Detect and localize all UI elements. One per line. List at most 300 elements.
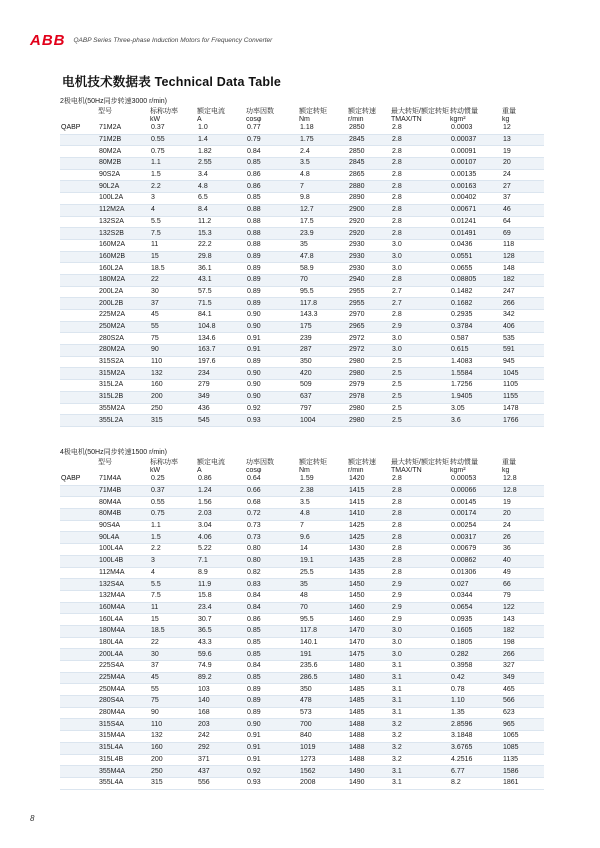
table-cell: 36 [502, 544, 544, 556]
table-cell: 163.7 [197, 345, 246, 357]
table-cell: 700 [299, 719, 348, 731]
table-cell: 117.8 [299, 625, 348, 637]
table-cell: 160 [150, 380, 197, 392]
table-cell: 48 [299, 590, 348, 602]
table-cell: 90S4A [98, 520, 150, 532]
table-cell: 0.68 [246, 497, 299, 509]
table-cell: 0.00053 [450, 474, 502, 485]
table-cell: 1135 [502, 754, 544, 766]
column-header: 额定转速 [348, 108, 376, 115]
table-cell: 90 [150, 345, 197, 357]
table-row [60, 602, 544, 614]
table-cell: 2.5 [391, 391, 450, 403]
page-number: 8 [30, 814, 35, 823]
table-cell: 90L2A [98, 181, 150, 193]
table-cell: 0.00317 [450, 532, 502, 544]
table-cell: 315L4B [98, 754, 150, 766]
series-label-cell [60, 555, 98, 567]
table-cell: 2980 [348, 368, 391, 380]
table-cell: 2.9 [391, 602, 450, 614]
table-row [60, 356, 544, 368]
table-cell: 1460 [348, 602, 391, 614]
table-cell: 2880 [348, 181, 391, 193]
series-label-cell: QABP [60, 474, 98, 485]
table-cell: 3.1 [391, 707, 450, 719]
table-cell: 2.8 [391, 228, 450, 240]
table-cell: 7 [299, 520, 348, 532]
table-cell: 0.91 [246, 754, 299, 766]
table-cell: 2.8 [391, 216, 450, 228]
table-cell: 160L4A [98, 614, 150, 626]
table-cell: 280S2A [98, 333, 150, 345]
table-cell: 2845 [348, 134, 391, 146]
column-unit [60, 467, 98, 474]
column-unit: TMAX/TN [391, 467, 422, 474]
table-cell: 0.00037 [450, 134, 502, 146]
table-cell: 0.00135 [450, 169, 502, 181]
table-cell: 182 [502, 274, 544, 286]
series-label-cell [60, 310, 98, 322]
series-label-cell [60, 707, 98, 719]
table-cell: 315 [150, 777, 197, 789]
table-cell: 2.8 [391, 567, 450, 579]
table-row [60, 719, 544, 731]
table-row [60, 696, 544, 708]
table-cell: 4 [150, 204, 197, 216]
table-cell: 40 [502, 555, 544, 567]
table-cell: 12.7 [299, 204, 348, 216]
table-cell: 1478 [502, 403, 544, 415]
table-cell: 315L2A [98, 380, 150, 392]
table-cell: 0.55 [150, 497, 197, 509]
table-cell: 2955 [348, 298, 391, 310]
table-cell: 104.8 [197, 321, 246, 333]
table-cell: 2.8 [391, 555, 450, 567]
series-label-cell [60, 146, 98, 158]
table-cell: 6.5 [197, 193, 246, 205]
column-header [60, 457, 98, 467]
table-cell: 3 [150, 193, 197, 205]
table-cell: 280S4A [98, 696, 150, 708]
table-cell: 0.92 [246, 403, 299, 415]
table-cell: 49 [502, 567, 544, 579]
table-cell: 349 [197, 391, 246, 403]
series-label-cell [60, 251, 98, 263]
table-cell: 1415 [348, 485, 391, 497]
table-cell: 117.8 [299, 298, 348, 310]
series-label-cell [60, 181, 98, 193]
series-label-cell [60, 637, 98, 649]
table-cell: 1.35 [450, 707, 502, 719]
table-cell: 2.5 [391, 403, 450, 415]
table-cell: 350 [299, 356, 348, 368]
table-cell: 535 [502, 333, 544, 345]
column-header: 最大转矩/额定转矩 [391, 459, 449, 466]
column-unit: kg [502, 467, 510, 474]
table-cell: 143.3 [299, 310, 348, 322]
table-cell: 0.90 [246, 380, 299, 392]
table-cell: 36.1 [197, 263, 246, 275]
table-cell: 0.75 [150, 146, 197, 158]
table-cell: 24 [502, 520, 544, 532]
table-cell: 0.89 [246, 707, 299, 719]
table-cell: 556 [197, 777, 246, 789]
table-cell: 1155 [502, 391, 544, 403]
table-cell: 3.2 [391, 719, 450, 731]
table-row [60, 766, 544, 778]
table-cell: 143 [502, 614, 544, 626]
table-cell: 3.6 [450, 415, 502, 427]
table-cell: 0.89 [246, 263, 299, 275]
table-cell: 1430 [348, 544, 391, 556]
table-cell: 637 [299, 391, 348, 403]
table-cell: 0.89 [246, 251, 299, 263]
table-cell: 7.5 [150, 590, 197, 602]
column-unit: r/min [348, 467, 364, 474]
table-cell: 1470 [348, 637, 391, 649]
table-cell: 1.56 [197, 497, 246, 509]
table-cell: 3.1 [391, 661, 450, 673]
table-row [60, 345, 544, 357]
table-cell: 46 [502, 204, 544, 216]
table-cell: 3.0 [391, 649, 450, 661]
table-cell: 342 [502, 310, 544, 322]
table-cell: 0.85 [246, 672, 299, 684]
table-cell: 3.0 [391, 637, 450, 649]
table-cell: 0.25 [150, 474, 197, 485]
table-cell: 3.0 [391, 333, 450, 345]
page-title: 电机技术数据表 Technical Data Table [62, 75, 282, 89]
table-cell: 26 [502, 532, 544, 544]
table-cell: 2.5 [391, 415, 450, 427]
table-cell: 95.5 [299, 614, 348, 626]
table-cell: 1435 [348, 567, 391, 579]
table-cell: 355L4A [98, 777, 150, 789]
table-cell: 0.88 [246, 204, 299, 216]
table-row [60, 391, 544, 403]
table-cell: 19 [502, 146, 544, 158]
table-cell: 2.8 [391, 497, 450, 509]
table-cell: 1470 [348, 625, 391, 637]
table-cell: 58.9 [299, 263, 348, 275]
table-cell: 0.587 [450, 333, 502, 345]
series-label-cell [60, 415, 98, 427]
table-cell: 3.5 [299, 158, 348, 170]
series-label-cell [60, 579, 98, 591]
table-cell: 225S4A [98, 661, 150, 673]
table-cell: 180M4A [98, 625, 150, 637]
table-cell: 5.5 [150, 579, 197, 591]
table-cell: 84.1 [197, 310, 246, 322]
table-cell: 2.8 [391, 485, 450, 497]
table-row [60, 251, 544, 263]
table-cell: 3.0 [391, 345, 450, 357]
table-cell: 315S4A [98, 719, 150, 731]
table-cell: 90S2A [98, 169, 150, 181]
table-cell: 148 [502, 263, 544, 275]
table-cell: 2920 [348, 216, 391, 228]
series-label-cell [60, 684, 98, 696]
table-row [60, 134, 544, 146]
table-row [60, 263, 544, 275]
table-cell: 1425 [348, 520, 391, 532]
table-cell: 2972 [348, 333, 391, 345]
column-header: 额定电流 [197, 108, 225, 115]
column-header: 标称功率 [150, 108, 178, 115]
series-title: QABP Series Three-phase Induction Motors for Frequency Converter [73, 36, 273, 44]
table-cell: 234 [197, 368, 246, 380]
table-cell: 0.84 [246, 146, 299, 158]
table-cell: 292 [197, 742, 246, 754]
table-row [60, 158, 544, 170]
table-row [60, 228, 544, 240]
table-cell: 0.42 [450, 672, 502, 684]
series-label-cell [60, 158, 98, 170]
table-cell: 100L4B [98, 555, 150, 567]
table-cell: 0.0935 [450, 614, 502, 626]
column-header: 转动惯量 [450, 459, 478, 466]
table-cell: 0.90 [246, 391, 299, 403]
table-cell: 0.55 [150, 134, 197, 146]
series-label-cell [60, 286, 98, 298]
table-cell: 2930 [348, 239, 391, 251]
table-cell: 0.90 [246, 310, 299, 322]
table-cell: 2.8 [391, 274, 450, 286]
table-cell: 436 [197, 403, 246, 415]
table-cell: 2.5 [391, 356, 450, 368]
table-cell: 100L4A [98, 544, 150, 556]
table-cell: 465 [502, 684, 544, 696]
table-cell: 2930 [348, 251, 391, 263]
table-cell: 349 [502, 672, 544, 684]
table-cell: 64 [502, 216, 544, 228]
table-cell: 0.86 [246, 614, 299, 626]
table-cell: 175 [299, 321, 348, 333]
table-row [60, 777, 544, 789]
table-cell: 80M2B [98, 158, 150, 170]
table-cell: 840 [299, 731, 348, 743]
table-cell: 0.3958 [450, 661, 502, 673]
table-cell: 2.9 [391, 579, 450, 591]
table-cell: 71M4A [98, 474, 150, 485]
table-cell: 1488 [348, 731, 391, 743]
table-cell: 132M4A [98, 590, 150, 602]
table-cell: 250M4A [98, 684, 150, 696]
table-cell: 0.01306 [450, 567, 502, 579]
table-row [60, 707, 544, 719]
table-cell: 3 [150, 555, 197, 567]
table-cell: 2920 [348, 228, 391, 240]
table-cell: 66 [502, 579, 544, 591]
table-cell: 0.86 [197, 474, 246, 485]
table-cell: 1766 [502, 415, 544, 427]
table-cell: 4.2516 [450, 754, 502, 766]
table-cell: 90L4A [98, 532, 150, 544]
table-row [60, 509, 544, 521]
column-unit: cosφ [246, 467, 262, 474]
table-cell: 0.90 [246, 321, 299, 333]
table-cell: 1488 [348, 754, 391, 766]
table-cell: 1490 [348, 777, 391, 789]
series-label-cell [60, 497, 98, 509]
table-cell: 0.72 [246, 509, 299, 521]
table-cell: 0.91 [246, 333, 299, 345]
series-label-cell [60, 216, 98, 228]
table-row [60, 298, 544, 310]
table-row [60, 754, 544, 766]
table-cell: 0.85 [246, 625, 299, 637]
table-cell: 406 [502, 321, 544, 333]
table-cell: 0.01241 [450, 216, 502, 228]
table-cell: 12.8 [502, 485, 544, 497]
table-cell: 122 [502, 602, 544, 614]
column-unit: kgm² [450, 116, 466, 123]
table-cell: 75 [150, 333, 197, 345]
table-cell: 1475 [348, 649, 391, 661]
table-cell: 2.2 [150, 544, 197, 556]
table-cell: 1.0 [197, 123, 246, 134]
table-cell: 509 [299, 380, 348, 392]
table-cell: 80M2A [98, 146, 150, 158]
table-cell: 0.0003 [450, 123, 502, 134]
table-cell: 1065 [502, 731, 544, 743]
table-cell: 191 [299, 649, 348, 661]
table-row [60, 474, 544, 485]
table-cell: 0.37 [150, 123, 197, 134]
table-cell: 225M4A [98, 672, 150, 684]
column-unit: r/min [348, 116, 364, 123]
table-cell: 3.6765 [450, 742, 502, 754]
table-cell: 2.8596 [450, 719, 502, 731]
table-cell: 1485 [348, 696, 391, 708]
series-label-cell [60, 731, 98, 743]
table-cell: 19 [502, 497, 544, 509]
series-label-cell [60, 274, 98, 286]
table-row [60, 286, 544, 298]
table-row [60, 497, 544, 509]
table-cell: 132S2B [98, 228, 150, 240]
series-label-cell [60, 532, 98, 544]
table-cell: 1.82 [197, 146, 246, 158]
table-cell: 2.2 [150, 181, 197, 193]
table-cell: 355L2A [98, 415, 150, 427]
table-cell: 1562 [299, 766, 348, 778]
table-row [60, 649, 544, 661]
table-cell: 315 [150, 415, 197, 427]
table-cell: 168 [197, 707, 246, 719]
table-row [60, 204, 544, 216]
table-cell: 2.8 [391, 474, 450, 485]
table-cell: 2865 [348, 169, 391, 181]
abb-logo: ABB [30, 31, 66, 49]
table-cell: 437 [197, 766, 246, 778]
table-cell: 2970 [348, 310, 391, 322]
table-row [60, 637, 544, 649]
table-cell: 3.1 [391, 672, 450, 684]
table-cell: 11.9 [197, 579, 246, 591]
table-cell: 3.1 [391, 696, 450, 708]
table-cell: 70 [299, 274, 348, 286]
table-cell: 160 [150, 742, 197, 754]
table-cell: 140.1 [299, 637, 348, 649]
table-cell: 2.8 [391, 169, 450, 181]
table-cell: 69 [502, 228, 544, 240]
table-row [60, 321, 544, 333]
table-cell: 4.8 [299, 169, 348, 181]
column-unit [98, 116, 150, 123]
table-cell: 1004 [299, 415, 348, 427]
table-cell: 1.5 [150, 169, 197, 181]
table-cell: 2890 [348, 193, 391, 205]
table-cell: 5.22 [197, 544, 246, 556]
table-cell: 45 [150, 672, 197, 684]
table-cell: 0.78 [450, 684, 502, 696]
table-cell: 1.1 [150, 520, 197, 532]
table-cell: 225M2A [98, 310, 150, 322]
column-unit: cosφ [246, 116, 262, 123]
table-cell: 2845 [348, 158, 391, 170]
table-cell: 0.91 [246, 345, 299, 357]
table-cell: 3.0 [391, 263, 450, 275]
table-cell: 13 [502, 134, 544, 146]
table-row [60, 661, 544, 673]
series-label-cell [60, 380, 98, 392]
table-cell: 2900 [348, 204, 391, 216]
table-cell: 3.2 [391, 742, 450, 754]
table-cell: 0.89 [246, 684, 299, 696]
series-label-cell [60, 403, 98, 415]
table-cell: 0.92 [246, 766, 299, 778]
table-cell: 128 [502, 251, 544, 263]
table-row [60, 544, 544, 556]
table-cell: 355M2A [98, 403, 150, 415]
table-cell: 1.75 [299, 134, 348, 146]
column-header: 标称功率 [150, 459, 178, 466]
table-row [60, 193, 544, 205]
table-cell: 315L4A [98, 742, 150, 754]
column-header: 转动惯量 [450, 108, 478, 115]
table-cell: 0.615 [450, 345, 502, 357]
table-cell: 1425 [348, 532, 391, 544]
column-header: 型号 [98, 459, 112, 466]
table-cell: 250 [150, 766, 197, 778]
table-cell: 1485 [348, 707, 391, 719]
table-row [60, 567, 544, 579]
table-cell: 0.73 [246, 520, 299, 532]
table-cell: 2972 [348, 345, 391, 357]
table-cell: 71M2B [98, 134, 150, 146]
table-cell: 22 [150, 274, 197, 286]
table-caption-row [60, 96, 544, 106]
table-cell: 18.5 [150, 263, 197, 275]
table-cell: 250 [150, 403, 197, 415]
table-cell: 118 [502, 239, 544, 251]
table-cell: 23.9 [299, 228, 348, 240]
table-cell: 0.64 [246, 474, 299, 485]
table-cell: 2978 [348, 391, 391, 403]
table-cell: 35 [299, 239, 348, 251]
table-cell: 1045 [502, 368, 544, 380]
table-row [60, 731, 544, 743]
data-table [60, 447, 544, 790]
series-label-cell [60, 485, 98, 497]
column-unit: A [197, 467, 202, 474]
table-cell: 1485 [348, 684, 391, 696]
table-cell: 200L4A [98, 649, 150, 661]
table-cell: 22 [150, 637, 197, 649]
column-unit [60, 116, 98, 123]
column-header-row [60, 457, 544, 467]
